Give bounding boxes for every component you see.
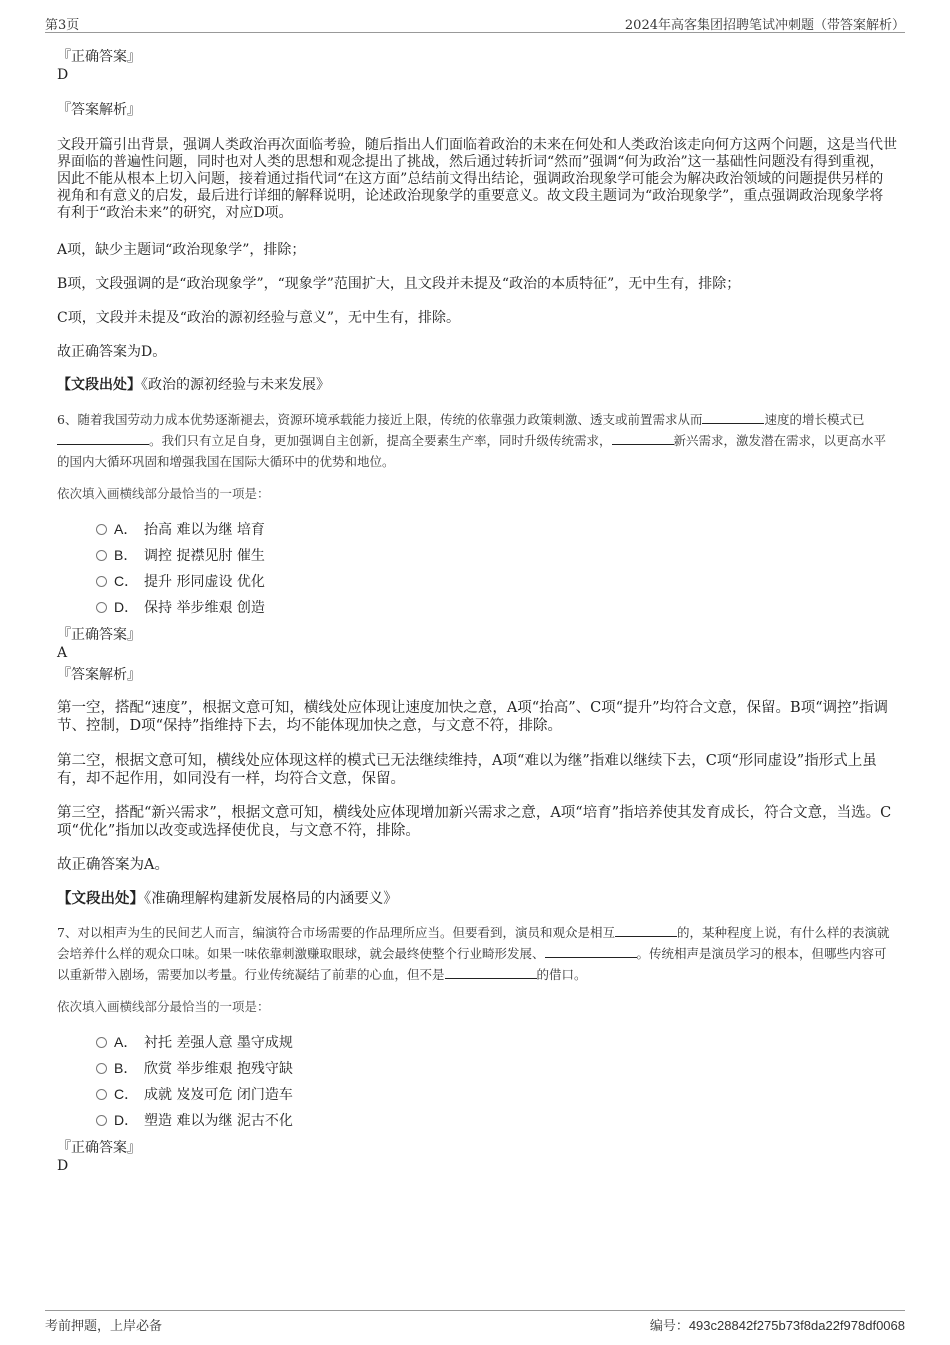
option-letter: A．	[114, 1034, 138, 1050]
q6-stem-part: 新兴需求，激发潜在需求，以更高水平的国内大循环巩固和增强我国在国际大循环中的优势和地位。	[57, 433, 887, 469]
source-tag: 【文段出处】	[57, 890, 144, 907]
q7-option-a[interactable]	[96, 1033, 293, 1052]
radio-icon[interactable]	[96, 1089, 107, 1100]
q6-analysis-blank1: 第一空，搭配“速度”，根据文意可知，横线处应体现让速度加快之意，A项“抬高”、C项“提升”均符合文意，保留。B项“调控”指调节、控制，D项“保持”指维持下去，均不能体现加快之意，与文意不符，排除。	[57, 700, 889, 734]
q5-option-b-analysis: B项，文段强调的是“政治现象学”，“现象学”范围扩大，且文段并未提及“政治的本质特征”，无中生有，排除；	[57, 276, 741, 292]
option-text: 塑造 难以为继 泥古不化	[144, 1113, 293, 1129]
q6-answer-label: 『正确答案』	[57, 627, 141, 643]
radio-icon[interactable]	[96, 550, 107, 561]
q7-stem-part: 7、对以相声为生的民间艺人而言，编演符合市场需要的作品理所应当。但要看到，演员和观众是相互	[57, 925, 615, 940]
radio-icon[interactable]	[96, 1063, 107, 1074]
source-tag: 【文段出处】	[57, 377, 141, 393]
fill-blank	[545, 945, 637, 958]
q7-stem-part: 。传统相声是演员学习的根本，但哪些内容可以重新带入剧场，需要加以考量。行业传统凝结了前辈的心血，但不是	[57, 946, 887, 982]
q6-analysis-blank3: 第三空，搭配“新兴需求”，根据文意可知，横线处应体现增加新兴需求之意，A项“培育”指培养使其发育成长，符合文意，当选。C项“优化”指加以改变或选择使优良，与文意不符，排除。	[57, 805, 892, 839]
q6-conclusion: 故正确答案为A。	[57, 857, 169, 873]
q5-source	[57, 377, 897, 394]
q5-answer-label: 『正确答案』	[57, 49, 141, 65]
footer-slogan: 考前押题，上岸必备	[45, 1319, 163, 1334]
q5-conclusion: 故正确答案为D。	[57, 344, 167, 360]
page-header	[45, 12, 905, 33]
option-letter: D．	[114, 1112, 139, 1128]
option-text: 保持 举步维艰 创造	[144, 600, 265, 616]
q6-stem-part: 速度的增长模式已	[764, 412, 865, 427]
fill-blank	[57, 432, 149, 445]
q6-option-d[interactable]	[96, 598, 265, 617]
page-footer	[45, 1310, 905, 1335]
q6-option-c[interactable]	[96, 572, 265, 591]
q5-analysis-text: 文段开篇引出背景，强调人类政治再次面临考验，随后指出人们面临着政治的未来在何处和人类政治该走向何方这两个问题，这是当代世界面临的普遍性问题，同时也对人类的思想和观念提出了挑战，然后通过转折词“然而”强调“何为政治”这一基础性问题没有得到重视，因此不能从根本上切入问题，接着通过指代词“在这方面”总结前文得出结论，强调政治现象学可能会为解决政治领域的问题提供另样的视角和有意义的启发，最后进行详细的解释说明，论述政治现象学的重要意义。故文段主题词为“政治现象学”，重点强调政治现象学将有利于“政治未来”的研究，对应D项。	[57, 137, 897, 221]
option-letter: C．	[114, 573, 139, 589]
q6-instruction: 依次填入画横线部分最恰当的一项是：	[57, 486, 270, 501]
q7-stem-part: 的借口。	[536, 967, 587, 982]
option-text: 提升 形同虚设 优化	[144, 574, 265, 590]
q6-option-a[interactable]	[96, 520, 265, 539]
option-letter: B．	[114, 1060, 138, 1076]
option-text: 抬高 难以为继 培育	[144, 522, 265, 538]
source-title: 《准确理解构建新发展格局的内涵要义》	[144, 891, 398, 907]
q6-stem-part: 6、随着我国劳动力成本优势逐渐褪去，资源环境承载能力接近上限，传统的依靠强力政策刺激、透支或前置需求从而	[57, 412, 703, 427]
option-letter: A．	[114, 521, 138, 537]
q7-option-d[interactable]	[96, 1111, 293, 1130]
radio-icon[interactable]	[96, 576, 107, 587]
q7-answer: D	[57, 1158, 69, 1174]
q7-stem-part: 的，某种程度上说，有什么样的表演就会培养什么样的观众口味。如果一味依靠刺激赚取眼球，就会最终使整个行业畸形发展、	[57, 925, 890, 961]
radio-icon[interactable]	[96, 1037, 107, 1048]
q6-analysis-blank2: 第二空，根据文意可知，横线处应体现这样的模式已无法继续维持，A项“难以为继”指难以继续下去，C项“形同虚设”指形式上虽有，却不起作用，如同没有一样，均符合文意，保留。	[57, 753, 877, 787]
radio-icon[interactable]	[96, 1115, 107, 1126]
q7-option-b[interactable]	[96, 1059, 293, 1078]
q6-answer: A	[57, 645, 68, 661]
option-letter: D．	[114, 599, 139, 615]
page-number: 第3页	[45, 18, 80, 33]
q6-option-b[interactable]	[96, 546, 265, 565]
fill-blank	[702, 411, 764, 424]
option-text: 成就 岌岌可危 闭门造车	[144, 1087, 293, 1103]
q6-analysis-label: 『答案解析』	[57, 667, 141, 683]
q6-stem	[57, 409, 897, 472]
radio-icon[interactable]	[96, 602, 107, 613]
q7-answer-label: 『正确答案』	[57, 1140, 141, 1156]
q5-option-a-analysis: A项，缺少主题词“政治现象学”，排除；	[57, 242, 306, 258]
source-title: 《政治的源初经验与未来发展》	[141, 377, 330, 393]
q6-source	[57, 890, 897, 908]
fill-blank	[612, 432, 674, 445]
q7-stem	[57, 922, 897, 985]
q7-instruction: 依次填入画横线部分最恰当的一项是：	[57, 999, 270, 1014]
q5-analysis-label: 『答案解析』	[57, 102, 141, 118]
document-code: 编号：493c28842f275b73f8da22f978df0068	[649, 1318, 905, 1333]
q5-answer: D	[57, 67, 69, 83]
q6-stem-part: 。我们只有立足自身，更加强调自主创新，提高全要素生产率，同时升级传统需求，	[149, 433, 612, 448]
q5-option-c-analysis: C项，文段并未提及“政治的源初经验与意义”，无中生有，排除。	[57, 310, 461, 326]
option-text: 调控 捉襟见肘 催生	[144, 548, 265, 564]
option-letter: B．	[114, 547, 138, 563]
document-title: 2024年高客集团招聘笔试冲刺题（带答案解析）	[624, 18, 905, 33]
option-letter: C．	[114, 1086, 139, 1102]
option-text: 衬托 差强人意 墨守成规	[144, 1035, 293, 1051]
fill-blank	[615, 924, 677, 937]
option-text: 欣赏 举步维艰 抱残守缺	[144, 1061, 293, 1077]
q7-option-c[interactable]	[96, 1085, 293, 1104]
fill-blank	[445, 966, 537, 979]
radio-icon[interactable]	[96, 524, 107, 535]
